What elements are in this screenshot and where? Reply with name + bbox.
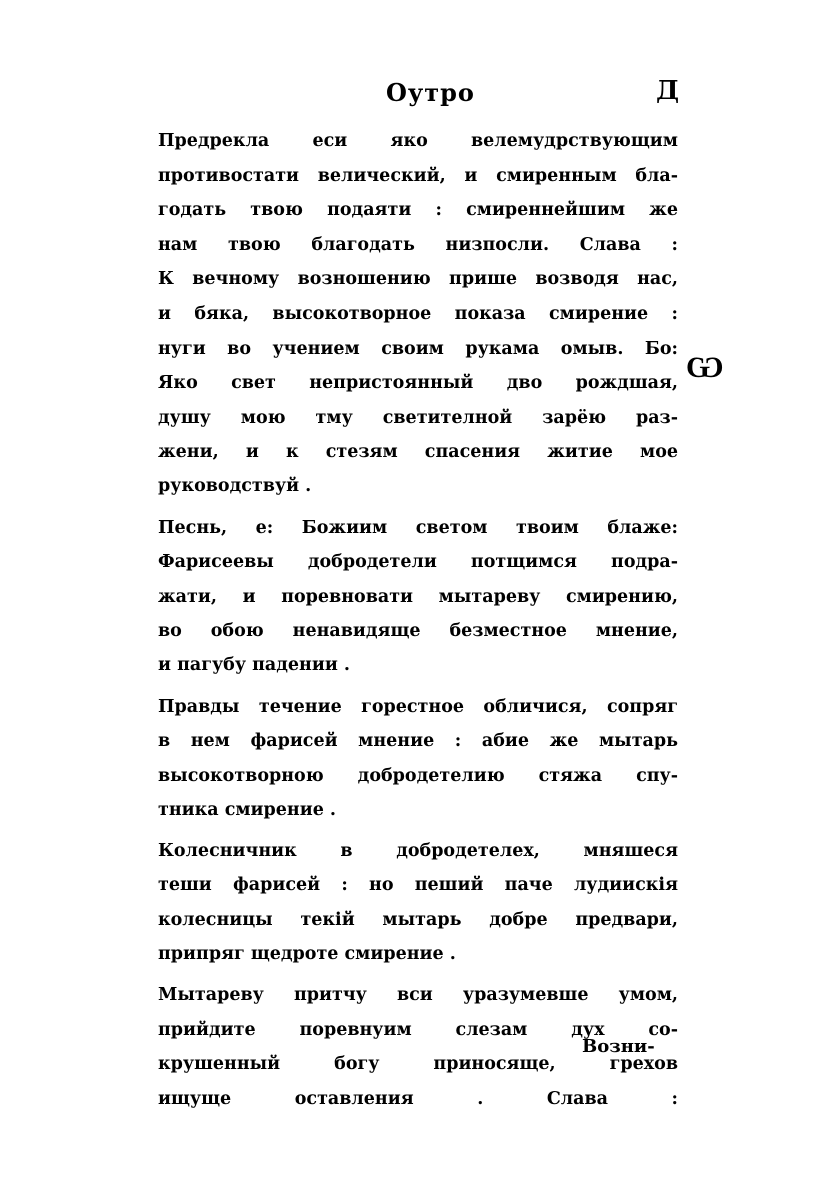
text-line: годать твою подаяти : смиреннейшим же: [158, 200, 678, 221]
text-line: противостати велический, и смиренным бла-: [158, 165, 678, 186]
text-line: нам твою благодать низпосли. Слава :: [158, 234, 678, 255]
running-head: Оутро: [386, 78, 475, 107]
text-line: Песнь, е: Божиим светом твоим блаже:: [158, 517, 678, 538]
page-folio: Д: [656, 76, 680, 106]
text-line: Фарисеевы добродетели потщимся подра-: [158, 552, 678, 573]
text-line: и пагубу падении .: [158, 655, 351, 676]
text-line: душу мою тму светителной зарёю раз-: [158, 407, 678, 428]
text-line: Мытареву притчу вси уразумевше умом,: [158, 985, 678, 1006]
text-line: высокотворною добродетелию стяжа спу-: [158, 765, 678, 786]
text-line: крушенный богу приносяще, грехов: [158, 1054, 678, 1075]
text-line: прийдите поревнуим слезам дух со-: [158, 1019, 678, 1040]
text-line: Колесничник в добродетелех, мняшеся: [158, 840, 678, 861]
text-line: теши фарисей : но пеший паче лудиискія: [158, 875, 678, 896]
text-line: руководствуй .: [158, 476, 312, 497]
text-line: нуги во учением своим рукама омыв. Бо:: [158, 338, 678, 359]
text-line: припряг щедроте смирение .: [158, 944, 456, 965]
text-line: во обою ненавидяще безместное мнение,: [158, 621, 678, 642]
text-line: Правды течение горестное обличися, сопряг: [158, 696, 678, 717]
main-text-block: [158, 124, 678, 1117]
text-line: жати, и поревновати мытареву смирению,: [158, 586, 678, 607]
text-line: жени, и к стезям спасения житие мое: [158, 442, 678, 463]
text-line: К вечному возношению прише возводя нас,: [158, 269, 678, 290]
text-line: тника смирение .: [158, 799, 337, 820]
margin-note: Ѡ: [686, 350, 724, 385]
text-line: колесницы текій мытарь добре предвари,: [158, 910, 678, 931]
catchword: Возни-: [582, 1036, 655, 1057]
text-line: и бяка, высокотворное показа смирение :: [158, 303, 678, 324]
text-line: Предрекла еси яко велемудрствующим: [158, 131, 678, 151]
text-line: ищуще оставления . Слава :: [158, 1089, 678, 1110]
text-line: Яко свет непристоянный дво рождшая,: [158, 373, 678, 394]
text-line: в нем фарисей мнение : абие же мытарь: [158, 731, 678, 752]
